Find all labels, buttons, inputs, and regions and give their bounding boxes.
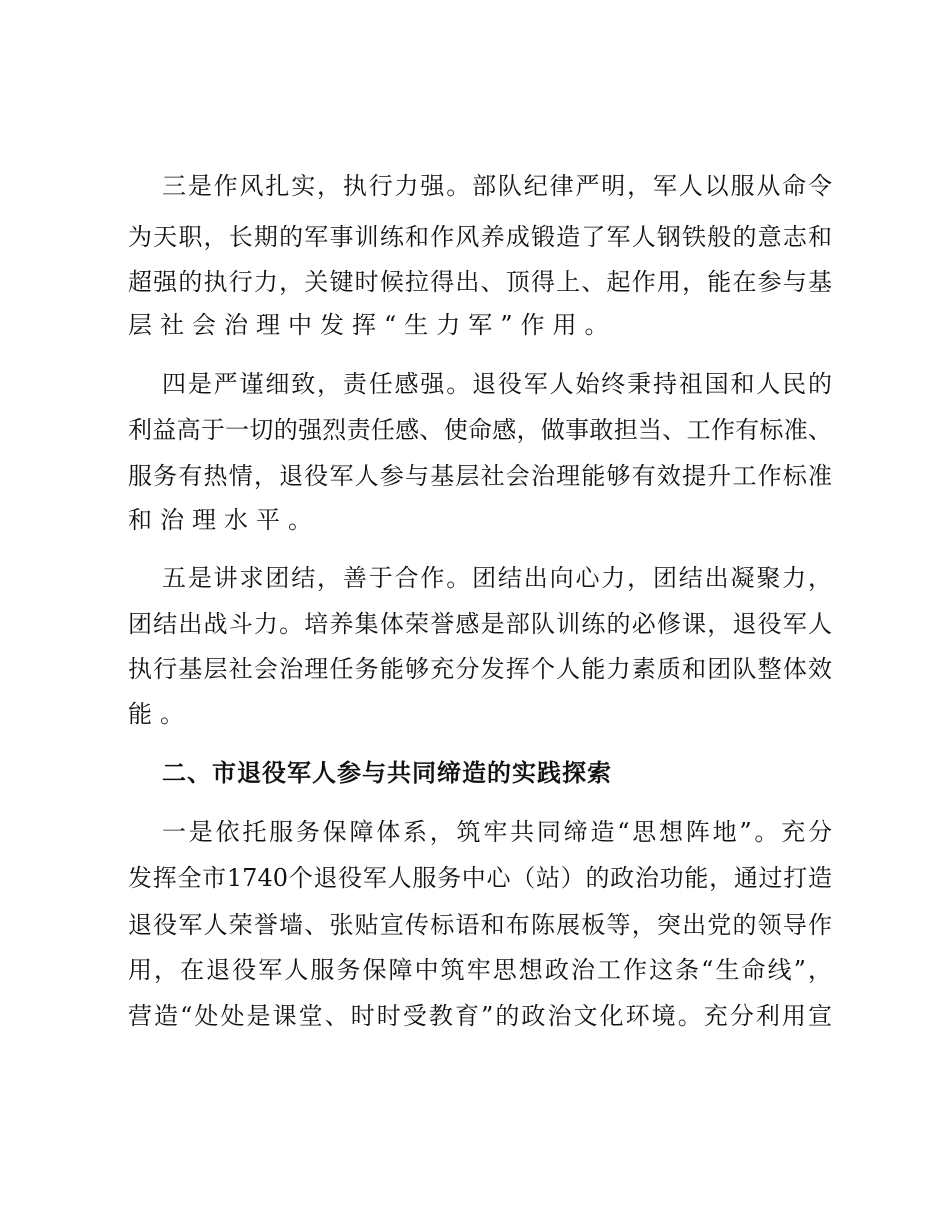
text-line: 四是严谨细致，责任感强。退役军人始终秉持祖国和人民的 bbox=[162, 370, 832, 398]
text-line: 用，在退役军人服务保障中筑牢思想政治工作这条“生命线”， bbox=[128, 956, 832, 984]
text-line: 层社会治理中发挥“生力军”作用。 bbox=[128, 311, 617, 339]
text-line: 团结出战斗力。培养集体荣誉感是部队训练的必修课，退役军人 bbox=[128, 610, 832, 638]
text-line: 能。 bbox=[128, 700, 192, 728]
text-line: 服务有热情，退役军人参与基层社会治理能够有效提升工作标准 bbox=[128, 462, 832, 490]
text-line: 一是依托服务保障体系，筑牢共同缔造“思想阵地”。充分 bbox=[162, 818, 832, 846]
text-line: 发挥全市1740个退役军人服务中心（站）的政治功能，通过打造 bbox=[128, 864, 832, 892]
text-line: 退役军人荣誉墙、张贴宣传标语和布陈展板等，突出党的领导作 bbox=[128, 911, 832, 939]
text-line: 利益高于一切的强烈责任感、使命感，做事敢担当、工作有标准、 bbox=[128, 416, 832, 444]
text-line: 三是作风扎实，执行力强。部队纪律严明，军人以服从命令 bbox=[162, 172, 832, 200]
text-line: 和治理水平。 bbox=[128, 506, 320, 534]
text-line: 营造“处处是课堂、时时受教育”的政治文化环境。充分利用宣 bbox=[128, 1002, 832, 1030]
text-line: 执行基层社会治理任务能够充分发挥个人能力素质和团队整体效 bbox=[128, 655, 832, 683]
text-line: 五是讲求团结，善于合作。团结出向心力，团结出凝聚力， bbox=[162, 564, 832, 592]
section-heading: 二、市退役军人参与共同缔造的实践探索 bbox=[162, 759, 612, 787]
text-line: 为天职，长期的军事训练和作风养成锻造了军人钢铁般的意志和 bbox=[128, 223, 832, 251]
text-line: 超强的执行力，关键时候拉得出、顶得上、起作用，能在参与基 bbox=[128, 268, 832, 296]
